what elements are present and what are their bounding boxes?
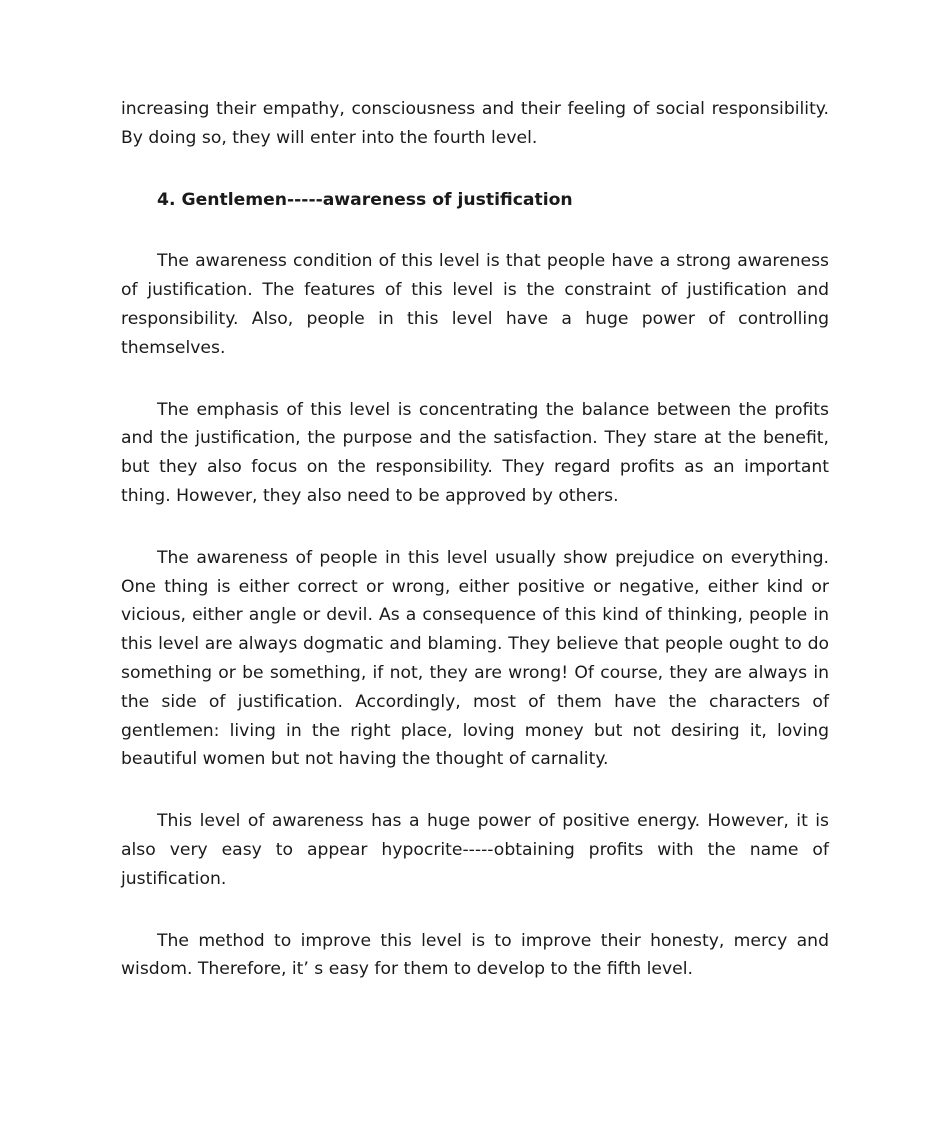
paragraph: The awareness condition of this level is that people have a strong awareness of justification. The features of this level is the constraint of justification and responsibility. Also, people in this level have a huge power of controlling themselves.: [121, 251, 829, 358]
paragraph: The emphasis of this level is concentrating the balance between the profits and the justification, the purpose and the satisfaction. They stare at the benefit, but they also focus on the responsibility. They regard profits as an important thing. However, they also need to be approved by others.: [121, 399, 829, 506]
paragraph: This level of awareness has a huge power of positive energy. However, it is also very easy to appear hypocrite-----obtaining profits with the name of justification.: [121, 811, 829, 889]
document-body: [121, 95, 829, 1017]
paragraph-continued: increasing their empathy, consciousness and their feeling of social responsibility. By doing so, they will enter into the fourth level.: [121, 99, 829, 148]
paragraph: The awareness of people in this level usually show prejudice on everything. One thing is either correct or wrong, either positive or negative, either kind or vicious, either angle or devil. As a consequence of this kind of thinking, people in this level are always dogmatic and blaming. They believe that people ought to do something or be something, if not, they are wrong! Of course, they are always in the side of justification. Accordingly, most of them have the characters of gentlemen: living in the right place, loving money but not desiring it, loving beautiful women but not having the thought of carnality.: [121, 547, 829, 770]
section-heading: 4. Gentlemen-----awareness of justification: [157, 189, 573, 210]
paragraph: The method to improve this level is to improve their honesty, mercy and wisdom. Therefore, it’ s easy for them to develop to the fifth level.: [121, 930, 829, 980]
